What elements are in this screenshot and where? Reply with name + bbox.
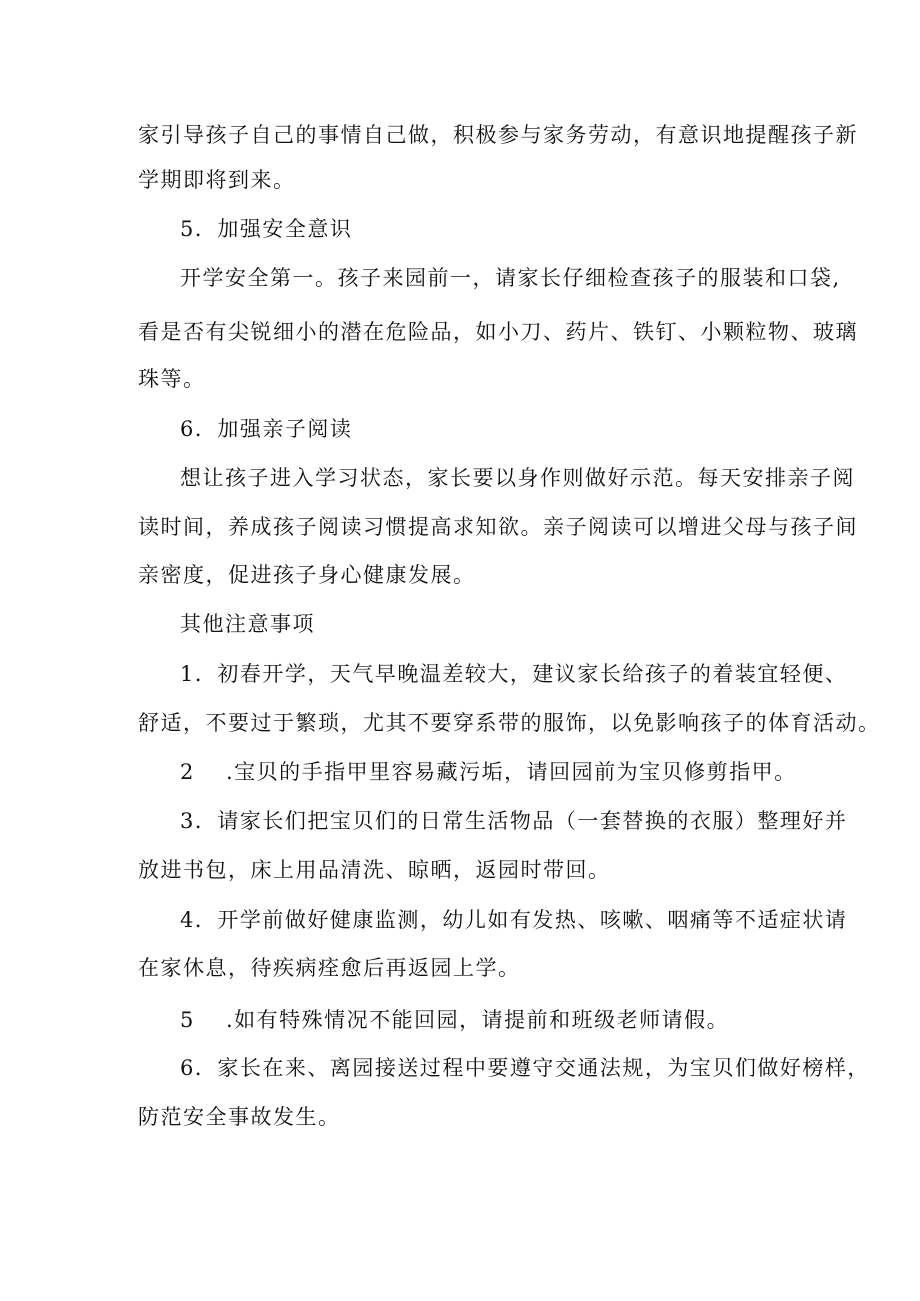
- paragraph-line: 读时间，养成孩子阅读习惯提高求知欲。亲子阅读可以增进父母与孩子间: [138, 515, 858, 539]
- list-item-number: 2: [180, 760, 195, 784]
- list-item-number: 5: [180, 1008, 195, 1032]
- list-item-line: 放进书包，床上用品清洗、晾晒，返园时带回。: [138, 858, 611, 882]
- paragraph-line: 亲密度，促进孩子身心健康发展。: [138, 563, 476, 587]
- paragraph-line: 想让孩子进入学习状态，家长要以身作则做好示范。每天安排亲子阅: [180, 466, 855, 490]
- list-item-line: [180, 758, 797, 786]
- list-item-line: 4．开学前做好健康监测，幼儿如有发热、咳嗽、咽痛等不适症状请: [180, 908, 848, 932]
- list-item-line: 6．家长在来、离园接送过程中要遵守交通法规，为宝贝们做好榜样，: [180, 1056, 870, 1080]
- paragraph-line: 家引导孩子自己的事情自己做，积极参与家务劳动，有意识地提醒孩子新: [138, 123, 858, 147]
- paragraph-line: 学期即将到来。: [138, 168, 296, 192]
- list-item-line: 3．请家长们把宝贝们的日常生活物品（一套替换的衣服）整理好并: [180, 809, 848, 833]
- list-item-line: [180, 1006, 729, 1034]
- paragraph-line: 看是否有尖锐细小的潜在危险品，如小刀、药片、铁钉、小颗粒物、玻璃: [138, 320, 858, 344]
- paragraph-line: 珠等。: [138, 367, 206, 391]
- list-item-text: .如有特殊情况不能回园，请提前和班级老师请假。: [226, 1008, 730, 1032]
- section-heading: 5．加强安全意识: [180, 217, 353, 241]
- list-item-line: 防范安全事故发生。: [138, 1105, 341, 1129]
- list-item-line: 舒适，不要过于繁琐，尤其不要穿系带的服饰，以免影响孩子的体育活动。: [138, 711, 881, 735]
- paragraph-line: 开学安全第一。孩子来园前一，请家长仔细检查孩子的服装和口袋,: [180, 266, 841, 290]
- section-heading: 其他注意事项: [180, 612, 315, 636]
- list-item-line: 在家休息，待疾病痊愈后再返园上学。: [138, 956, 521, 980]
- list-item-line: 1．初春开学，天气早晚温差较大，建议家长给孩子的着装宜轻便、: [180, 662, 848, 686]
- list-item-text: .宝贝的手指甲里容易藏污垢，请回园前为宝贝修剪指甲。: [226, 760, 797, 784]
- section-heading: 6．加强亲子阅读: [180, 417, 353, 441]
